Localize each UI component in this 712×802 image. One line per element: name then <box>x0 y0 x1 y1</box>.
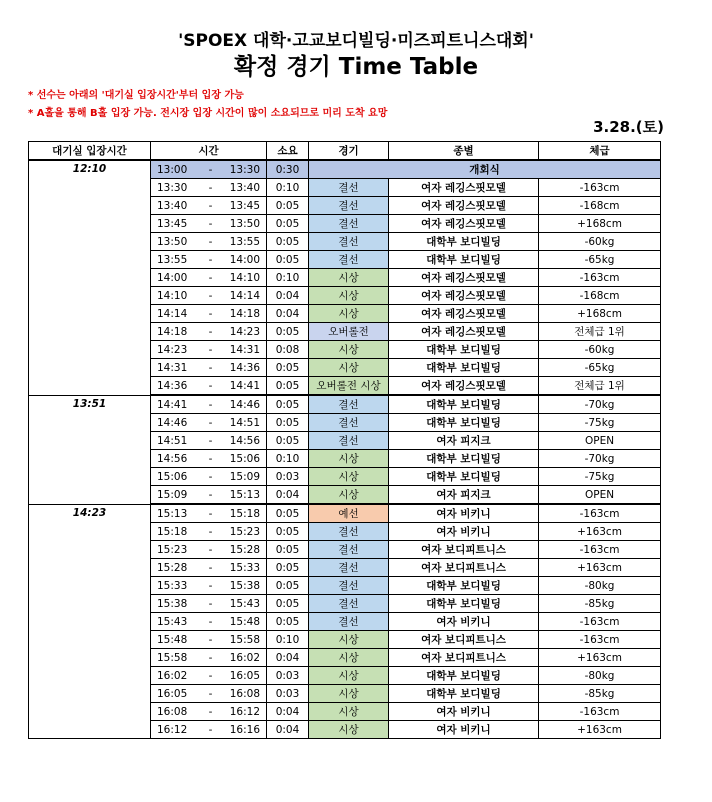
table-row <box>29 305 661 323</box>
end-time-cell: 13:40 <box>221 179 267 197</box>
start-time-cell: 14:14 <box>151 305 201 323</box>
round-cell: 결선 <box>309 215 389 233</box>
time-dash: - <box>201 631 221 649</box>
table-row <box>29 523 661 541</box>
start-time-cell: 14:23 <box>151 341 201 359</box>
end-time-cell: 14:31 <box>221 341 267 359</box>
round-cell: 시상 <box>309 269 389 287</box>
timetable-title: 확정 경기 Time Table <box>233 54 479 80</box>
round-cell: 시상 <box>309 685 389 703</box>
category-cell: 대학부 보디빌딩 <box>389 414 539 432</box>
end-time-cell: 16:16 <box>221 721 267 739</box>
table-row <box>29 414 661 432</box>
duration-cell: 0:05 <box>267 215 309 233</box>
wait-time-cell <box>29 414 151 432</box>
table-row <box>29 703 661 721</box>
class-cell: -163cm <box>539 541 661 559</box>
round-cell: 시상 <box>309 649 389 667</box>
class-cell: -65kg <box>539 251 661 269</box>
start-time-cell: 14:10 <box>151 287 201 305</box>
class-cell: -75kg <box>539 414 661 432</box>
end-time-cell: 14:36 <box>221 359 267 377</box>
category-cell: 대학부 보디빌딩 <box>389 685 539 703</box>
duration-cell: 0:05 <box>267 377 309 396</box>
table-row <box>29 541 661 559</box>
round-cell: 시상 <box>309 341 389 359</box>
duration-cell: 0:05 <box>267 414 309 432</box>
class-cell: +163cm <box>539 649 661 667</box>
end-time-cell: 15:58 <box>221 631 267 649</box>
end-time-cell: 13:55 <box>221 233 267 251</box>
end-time-cell: 14:10 <box>221 269 267 287</box>
wait-time-cell <box>29 215 151 233</box>
category-cell: 여자 비키니 <box>389 504 539 523</box>
time-dash: - <box>201 215 221 233</box>
table-header-row <box>29 142 661 161</box>
start-time-cell: 15:18 <box>151 523 201 541</box>
category-cell: 여자 보디피트니스 <box>389 559 539 577</box>
wait-time-cell <box>29 703 151 721</box>
table-row <box>29 468 661 486</box>
wait-time-cell <box>29 359 151 377</box>
class-cell: -75kg <box>539 468 661 486</box>
time-dash: - <box>201 197 221 215</box>
class-cell: OPEN <box>539 486 661 505</box>
duration-cell: 0:04 <box>267 486 309 505</box>
table-row <box>29 504 661 523</box>
round-cell: 오버롤전 시상 <box>309 377 389 396</box>
time-dash: - <box>201 559 221 577</box>
start-time-cell: 14:00 <box>151 269 201 287</box>
table-row <box>29 667 661 685</box>
category-cell: 여자 레깅스핏모델 <box>389 377 539 396</box>
notice-line-1: * 선수는 아래의 '대기실 입장시간'부터 입장 가능 <box>28 90 244 101</box>
end-time-cell: 14:51 <box>221 414 267 432</box>
class-cell: -70kg <box>539 395 661 414</box>
start-time-cell: 15:28 <box>151 559 201 577</box>
class-cell: -80kg <box>539 667 661 685</box>
time-dash: - <box>201 577 221 595</box>
class-cell: -60kg <box>539 233 661 251</box>
category-cell: 여자 피지크 <box>389 486 539 505</box>
class-cell: 전체급 1위 <box>539 377 661 396</box>
category-cell: 대학부 보디빌딩 <box>389 395 539 414</box>
wait-time-cell <box>29 649 151 667</box>
time-dash: - <box>201 287 221 305</box>
table-row <box>29 395 661 414</box>
time-dash: - <box>201 359 221 377</box>
round-cell: 결선 <box>309 432 389 450</box>
wait-time-cell: 14:23 <box>29 504 151 523</box>
wait-time-cell <box>29 667 151 685</box>
duration-cell: 0:05 <box>267 395 309 414</box>
start-time-cell: 14:51 <box>151 432 201 450</box>
duration-cell: 0:05 <box>267 359 309 377</box>
start-time-cell: 13:50 <box>151 233 201 251</box>
time-dash: - <box>201 468 221 486</box>
table-row <box>29 450 661 468</box>
end-time-cell: 13:45 <box>221 197 267 215</box>
round-cell: 결선 <box>309 197 389 215</box>
duration-cell: 0:10 <box>267 269 309 287</box>
duration-cell: 0:04 <box>267 649 309 667</box>
time-dash: - <box>201 450 221 468</box>
duration-cell: 0:04 <box>267 287 309 305</box>
class-cell: -65kg <box>539 359 661 377</box>
wait-time-cell <box>29 595 151 613</box>
start-time-cell: 15:13 <box>151 504 201 523</box>
class-cell: -85kg <box>539 685 661 703</box>
category-cell: 여자 비키니 <box>389 523 539 541</box>
category-cell: 대학부 보디빌딩 <box>389 341 539 359</box>
class-cell: OPEN <box>539 432 661 450</box>
start-time-cell: 14:41 <box>151 395 201 414</box>
duration-cell: 0:05 <box>267 233 309 251</box>
round-cell: 결선 <box>309 559 389 577</box>
start-time-cell: 15:23 <box>151 541 201 559</box>
round-cell: 시상 <box>309 721 389 739</box>
time-dash: - <box>201 251 221 269</box>
end-time-cell: 15:18 <box>221 504 267 523</box>
table-row <box>29 721 661 739</box>
end-time-cell: 14:00 <box>221 251 267 269</box>
class-cell: +163cm <box>539 559 661 577</box>
table-row <box>29 359 661 377</box>
end-time-cell: 16:08 <box>221 685 267 703</box>
category-cell: 여자 보디피트니스 <box>389 631 539 649</box>
table-row <box>29 233 661 251</box>
wait-time-cell <box>29 287 151 305</box>
end-time-cell: 15:06 <box>221 450 267 468</box>
table-row <box>29 269 661 287</box>
end-time-cell: 16:02 <box>221 649 267 667</box>
time-dash: - <box>201 685 221 703</box>
duration-cell: 0:05 <box>267 541 309 559</box>
duration-cell: 0:05 <box>267 523 309 541</box>
table-row <box>29 432 661 450</box>
start-time-cell: 14:46 <box>151 414 201 432</box>
table-row <box>29 197 661 215</box>
start-time-cell: 15:58 <box>151 649 201 667</box>
wait-time-cell <box>29 341 151 359</box>
wait-time-cell <box>29 559 151 577</box>
class-cell: -60kg <box>539 341 661 359</box>
round-cell: 예선 <box>309 504 389 523</box>
start-time-cell: 16:02 <box>151 667 201 685</box>
end-time-cell: 14:56 <box>221 432 267 450</box>
class-cell: -163cm <box>539 269 661 287</box>
round-cell: 오버롤전 <box>309 323 389 341</box>
end-time-cell: 13:30 <box>221 160 267 179</box>
wait-time-cell <box>29 251 151 269</box>
start-time-cell: 16:05 <box>151 685 201 703</box>
end-time-cell: 14:23 <box>221 323 267 341</box>
time-dash: - <box>201 179 221 197</box>
category-cell: 대학부 보디빌딩 <box>389 359 539 377</box>
round-cell: 결선 <box>309 595 389 613</box>
start-time-cell: 13:55 <box>151 251 201 269</box>
category-cell: 대학부 보디빌딩 <box>389 450 539 468</box>
table-row <box>29 215 661 233</box>
round-cell: 결선 <box>309 251 389 269</box>
end-time-cell: 16:12 <box>221 703 267 721</box>
end-time-cell: 15:38 <box>221 577 267 595</box>
col-header-category: 종별 <box>389 142 539 161</box>
start-time-cell: 13:40 <box>151 197 201 215</box>
table-row <box>29 685 661 703</box>
table-row <box>29 251 661 269</box>
round-cell: 시상 <box>309 305 389 323</box>
round-cell: 결선 <box>309 179 389 197</box>
time-dash: - <box>201 432 221 450</box>
class-cell: -163cm <box>539 703 661 721</box>
notice-line-2: * A홀을 통해 B홀 입장 가능. 전시장 입장 시간이 많이 소요되므로 미리 도착 요망 <box>28 108 388 119</box>
round-cell: 시상 <box>309 486 389 505</box>
time-dash: - <box>201 523 221 541</box>
duration-cell: 0:10 <box>267 631 309 649</box>
wait-time-cell <box>29 577 151 595</box>
category-cell: 여자 보디피트니스 <box>389 541 539 559</box>
wait-time-cell <box>29 523 151 541</box>
wait-time-cell <box>29 486 151 505</box>
duration-cell: 0:03 <box>267 685 309 703</box>
duration-cell: 0:04 <box>267 703 309 721</box>
end-time-cell: 15:09 <box>221 468 267 486</box>
end-time-cell: 15:33 <box>221 559 267 577</box>
timetable <box>28 141 661 739</box>
round-cell: 결선 <box>309 577 389 595</box>
class-cell: -80kg <box>539 577 661 595</box>
end-time-cell: 14:14 <box>221 287 267 305</box>
col-header-time: 시간 <box>151 142 267 161</box>
time-dash: - <box>201 269 221 287</box>
round-cell: 시상 <box>309 287 389 305</box>
category-cell: 여자 비키니 <box>389 613 539 631</box>
duration-cell: 0:04 <box>267 305 309 323</box>
round-cell: 결선 <box>309 233 389 251</box>
wait-time-cell <box>29 197 151 215</box>
table-row <box>29 631 661 649</box>
wait-time-cell <box>29 432 151 450</box>
category-cell: 여자 비키니 <box>389 721 539 739</box>
duration-cell: 0:05 <box>267 577 309 595</box>
category-cell: 여자 레깅스핏모델 <box>389 197 539 215</box>
start-time-cell: 14:36 <box>151 377 201 396</box>
time-dash: - <box>201 305 221 323</box>
table-row <box>29 613 661 631</box>
col-header-duration: 소요 <box>267 142 309 161</box>
end-time-cell: 13:50 <box>221 215 267 233</box>
end-time-cell: 15:48 <box>221 613 267 631</box>
table-row <box>29 323 661 341</box>
duration-cell: 0:05 <box>267 432 309 450</box>
wait-time-cell <box>29 377 151 396</box>
round-cell: 결선 <box>309 414 389 432</box>
end-time-cell: 16:05 <box>221 667 267 685</box>
wait-time-cell <box>29 450 151 468</box>
end-time-cell: 14:41 <box>221 377 267 396</box>
round-cell: 시상 <box>309 703 389 721</box>
round-cell: 시상 <box>309 468 389 486</box>
category-cell: 대학부 보디빌딩 <box>389 251 539 269</box>
time-dash: - <box>201 721 221 739</box>
round-cell: 결선 <box>309 541 389 559</box>
opening-ceremony-row <box>29 160 661 179</box>
class-cell: -168cm <box>539 287 661 305</box>
duration-cell: 0:08 <box>267 341 309 359</box>
class-cell: -168cm <box>539 197 661 215</box>
category-cell: 여자 레깅스핏모델 <box>389 215 539 233</box>
table-row <box>29 341 661 359</box>
duration-cell: 0:05 <box>267 251 309 269</box>
round-cell: 시상 <box>309 667 389 685</box>
wait-time-cell <box>29 613 151 631</box>
wait-time-cell <box>29 468 151 486</box>
wait-time-cell <box>29 685 151 703</box>
class-cell: -163cm <box>539 613 661 631</box>
time-dash: - <box>201 395 221 414</box>
wait-time-cell <box>29 721 151 739</box>
time-dash: - <box>201 649 221 667</box>
wait-time-cell <box>29 305 151 323</box>
class-cell: -85kg <box>539 595 661 613</box>
round-cell: 결선 <box>309 523 389 541</box>
start-time-cell: 15:43 <box>151 613 201 631</box>
category-cell: 대학부 보디빌딩 <box>389 577 539 595</box>
duration-cell: 0:03 <box>267 468 309 486</box>
wait-time-cell <box>29 323 151 341</box>
time-dash: - <box>201 341 221 359</box>
start-time-cell: 14:31 <box>151 359 201 377</box>
start-time-cell: 14:18 <box>151 323 201 341</box>
wait-time-cell <box>29 631 151 649</box>
round-cell: 시상 <box>309 359 389 377</box>
end-time-cell: 14:46 <box>221 395 267 414</box>
category-cell: 대학부 보디빌딩 <box>389 595 539 613</box>
class-cell: +168cm <box>539 215 661 233</box>
class-cell: -163cm <box>539 179 661 197</box>
end-time-cell: 15:43 <box>221 595 267 613</box>
col-header-round: 경기 <box>309 142 389 161</box>
duration-cell: 0:04 <box>267 721 309 739</box>
table-row <box>29 179 661 197</box>
time-dash: - <box>201 667 221 685</box>
time-dash: - <box>201 160 221 179</box>
class-cell: 전체급 1위 <box>539 323 661 341</box>
start-time-cell: 14:56 <box>151 450 201 468</box>
duration-cell: 0:05 <box>267 323 309 341</box>
event-title: 'SPOEX 대학·고교보디빌딩·미즈피트니스대회' <box>178 31 534 51</box>
duration-cell: 0:05 <box>267 504 309 523</box>
category-cell: 여자 레깅스핏모델 <box>389 179 539 197</box>
category-cell: 여자 보디피트니스 <box>389 649 539 667</box>
category-cell: 여자 레깅스핏모델 <box>389 323 539 341</box>
table-row <box>29 287 661 305</box>
start-time-cell: 15:33 <box>151 577 201 595</box>
class-cell: +168cm <box>539 305 661 323</box>
wait-time-cell: 12:10 <box>29 160 151 179</box>
round-cell: 시상 <box>309 631 389 649</box>
time-dash: - <box>201 414 221 432</box>
duration-cell: 0:05 <box>267 197 309 215</box>
round-cell: 결선 <box>309 613 389 631</box>
start-time-cell: 15:38 <box>151 595 201 613</box>
start-time-cell: 13:00 <box>151 160 201 179</box>
end-time-cell: 15:23 <box>221 523 267 541</box>
start-time-cell: 15:06 <box>151 468 201 486</box>
category-cell: 여자 피지크 <box>389 432 539 450</box>
time-dash: - <box>201 377 221 396</box>
duration-cell: 0:10 <box>267 450 309 468</box>
category-cell: 대학부 보디빌딩 <box>389 667 539 685</box>
event-date: 3.28.(토) <box>593 118 664 136</box>
table-row <box>29 377 661 396</box>
category-cell: 여자 레깅스핏모델 <box>389 269 539 287</box>
table-row <box>29 486 661 505</box>
round-cell: 시상 <box>309 450 389 468</box>
time-dash: - <box>201 703 221 721</box>
col-header-wait: 대기실 입장시간 <box>29 142 151 161</box>
duration-cell: 0:05 <box>267 613 309 631</box>
wait-time-cell: 13:51 <box>29 395 151 414</box>
round-cell: 결선 <box>309 395 389 414</box>
time-dash: - <box>201 504 221 523</box>
opening-ceremony-label: 개회식 <box>309 160 661 179</box>
category-cell: 여자 레깅스핏모델 <box>389 305 539 323</box>
table-row <box>29 595 661 613</box>
time-dash: - <box>201 595 221 613</box>
table-row <box>29 649 661 667</box>
start-time-cell: 15:48 <box>151 631 201 649</box>
start-time-cell: 13:30 <box>151 179 201 197</box>
table-row <box>29 559 661 577</box>
time-dash: - <box>201 486 221 505</box>
class-cell: +163cm <box>539 721 661 739</box>
duration-cell: 0:05 <box>267 595 309 613</box>
end-time-cell: 14:18 <box>221 305 267 323</box>
category-cell: 대학부 보디빌딩 <box>389 233 539 251</box>
start-time-cell: 16:08 <box>151 703 201 721</box>
category-cell: 여자 비키니 <box>389 703 539 721</box>
col-header-class: 체급 <box>539 142 661 161</box>
start-time-cell: 16:12 <box>151 721 201 739</box>
time-dash: - <box>201 541 221 559</box>
wait-time-cell <box>29 179 151 197</box>
wait-time-cell <box>29 269 151 287</box>
duration-cell: 0:03 <box>267 667 309 685</box>
time-dash: - <box>201 613 221 631</box>
time-dash: - <box>201 233 221 251</box>
table-row <box>29 577 661 595</box>
category-cell: 대학부 보디빌딩 <box>389 468 539 486</box>
duration-cell: 0:30 <box>267 160 309 179</box>
category-cell: 여자 레깅스핏모델 <box>389 287 539 305</box>
duration-cell: 0:10 <box>267 179 309 197</box>
time-dash: - <box>201 323 221 341</box>
start-time-cell: 13:45 <box>151 215 201 233</box>
class-cell: -163cm <box>539 631 661 649</box>
wait-time-cell <box>29 541 151 559</box>
wait-time-cell <box>29 233 151 251</box>
class-cell: +163cm <box>539 523 661 541</box>
class-cell: -70kg <box>539 450 661 468</box>
class-cell: -163cm <box>539 504 661 523</box>
duration-cell: 0:05 <box>267 559 309 577</box>
start-time-cell: 15:09 <box>151 486 201 505</box>
end-time-cell: 15:28 <box>221 541 267 559</box>
end-time-cell: 15:13 <box>221 486 267 505</box>
